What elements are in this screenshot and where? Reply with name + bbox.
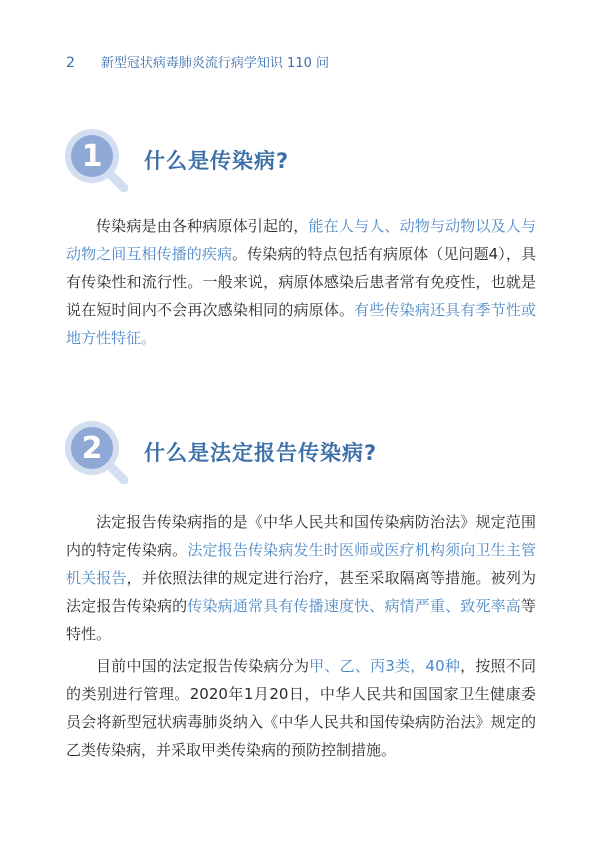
text-run: 等特性。: [66, 597, 536, 643]
q1-paragraph: [66, 212, 536, 352]
text-run: 传染病是由各种病原体引起的，: [96, 217, 309, 235]
highlight-text: 能在人与人、动物与动物以及人与动物之间互相传播的疾病: [66, 217, 536, 263]
text-run: ，并依照法律的规定进行治疗，甚至采取隔离等措施。被列为法定报告传染病的: [66, 569, 536, 615]
text-run: 。传染病的特点包括有病原体（见问题4），具有传染性和流行性。一般来说，病原体感染后患者常有免疫性，也就是说在短时间内不会再次感染相同的病原体。: [66, 245, 536, 319]
question-badge-1: [64, 128, 128, 192]
question-number: 2: [81, 430, 103, 466]
text-run: ，按照不同的类别进行管理。2020年1月20日，中华人民共和国国家卫生健康委员会将新型冠状病毒肺炎纳入《中华人民共和国传染病防治法》规定的乙类传染病，并采取甲类传染病的预防控制措施。: [66, 657, 536, 759]
page-number: 2: [66, 55, 75, 71]
book-title: 新型冠状病毒肺炎流行病学知识 110 问: [100, 56, 329, 71]
highlight-text: 有些传染病还具有季节性或地方性特征。: [66, 301, 536, 347]
highlight-text: 甲、乙、丙3类，40种: [309, 657, 461, 675]
highlight-text: 传染病通常具有传播速度快、病情严重、致死率高: [187, 597, 521, 615]
question-1-heading: [64, 128, 289, 192]
running-header: [66, 52, 329, 71]
q2-paragraph-2: [66, 652, 536, 764]
question-number: 1: [81, 138, 103, 174]
question-badge-2: [64, 420, 128, 484]
question-title: 什么是传染病?: [144, 149, 290, 173]
text-run: 目前中国的法定报告传染病分为: [96, 657, 310, 675]
question-2-heading: [64, 420, 377, 484]
question-title: 什么是法定报告传染病?: [144, 441, 378, 465]
q2-paragraph-1: [66, 508, 536, 648]
highlight-text: 法定报告传染病发生时医师或医疗机构须向卫生主管机关报告: [66, 541, 536, 587]
text-run: 法定报告传染病指的是《中华人民共和国传染病防治法》规定范围内的特定传染病。: [66, 513, 536, 559]
